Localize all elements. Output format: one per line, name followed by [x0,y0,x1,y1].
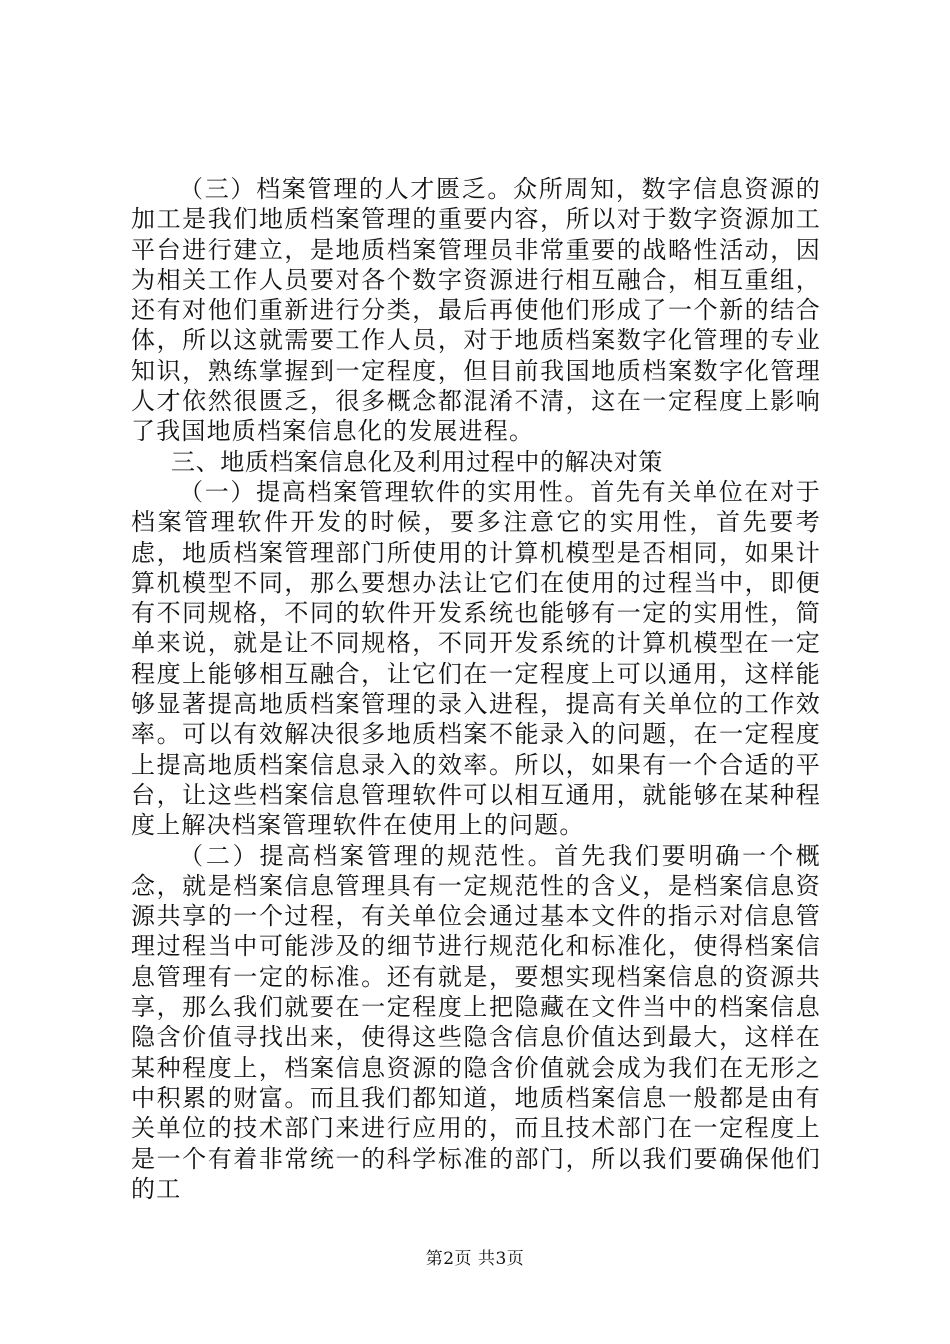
paragraph-talent-shortage: （三）档案管理的人才匮乏。众所周知，数字信息资源的加工是我们地质档案管理的重要内容，所以对于数字资源加工平台进行建立，是地质档案管理员非常重要的战略性活动，因为相关工作人员要对各个数字资源进行相互融合，相互重组，还有对他们重新进行分类，最后再使他们形成了一个新的结合体，所以这就需要工作人员，对于地质档案数字化管理的专业知识，熟练掌握到一定程度，但目前我国地质档案数字化管理人才依然很匮乏，很多概念都混淆不清，这在一定程度上影响了我国地质档案信息化的发展进程。 [131,175,821,446]
page-number-footer: 第2页 共3页 [425,1249,525,1269]
paragraph-software-practicality: （一）提高档案管理软件的实用性。首先有关单位在对于档案管理软件开发的时候，要多注意它的实用性，首先要考虑，地质档案管理部门所使用的计算机模型是否相同，如果计算机模型不同，那么要想办法让它们在使用的过程当中，即便有不同规格，不同的软件开发系统也能够有一定的实用性，简单来说，就是让不同规格，不同开发系统的计算机模型在一定程度上能够相互融合，让它们在一定程度上可以通用，这样能够显著提高地质档案管理的录入进程，提高有关单位的工作效率。可以有效解决很多地质档案不能录入的问题，在一定程度上提高地质档案信息录入的效率。所以，如果有一个合适的平台，让这些档案信息管理软件可以相互通用，就能够在某种程度上解决档案管理软件在使用上的问题。 [131,477,821,840]
document-body [131,174,821,1204]
paragraph-management-standardization: （二）提高档案管理的规范性。首先我们要明确一个概念，就是档案信息管理具有一定规范性的含义，是档案信息资源共享的一个过程，有关单位会通过基本文件的指示对信息管理过程当中可能涉及的细节进行规范化和标准化，使得档案信息管理有一定的标准。还有就是，要想实现档案信息的资源共享，那么我们就要在一定程度上把隐藏在文件当中的档案信息隐含价值寻找出来，使得这些隐含信息价值达到最大，这样在某种程度上，档案信息资源的隐含价值就会成为我们在无形之中积累的财富。而且我们都知道，地质档案信息一般都是由有关单位的技术部门来进行应用的，而且技术部门在一定程度上是一个有着非常统一的科学标准的部门，所以我们要确保他们的工 [131,841,821,1203]
section-heading-solutions: 三、地质档案信息化及利用过程中的解决对策 [171,447,663,476]
